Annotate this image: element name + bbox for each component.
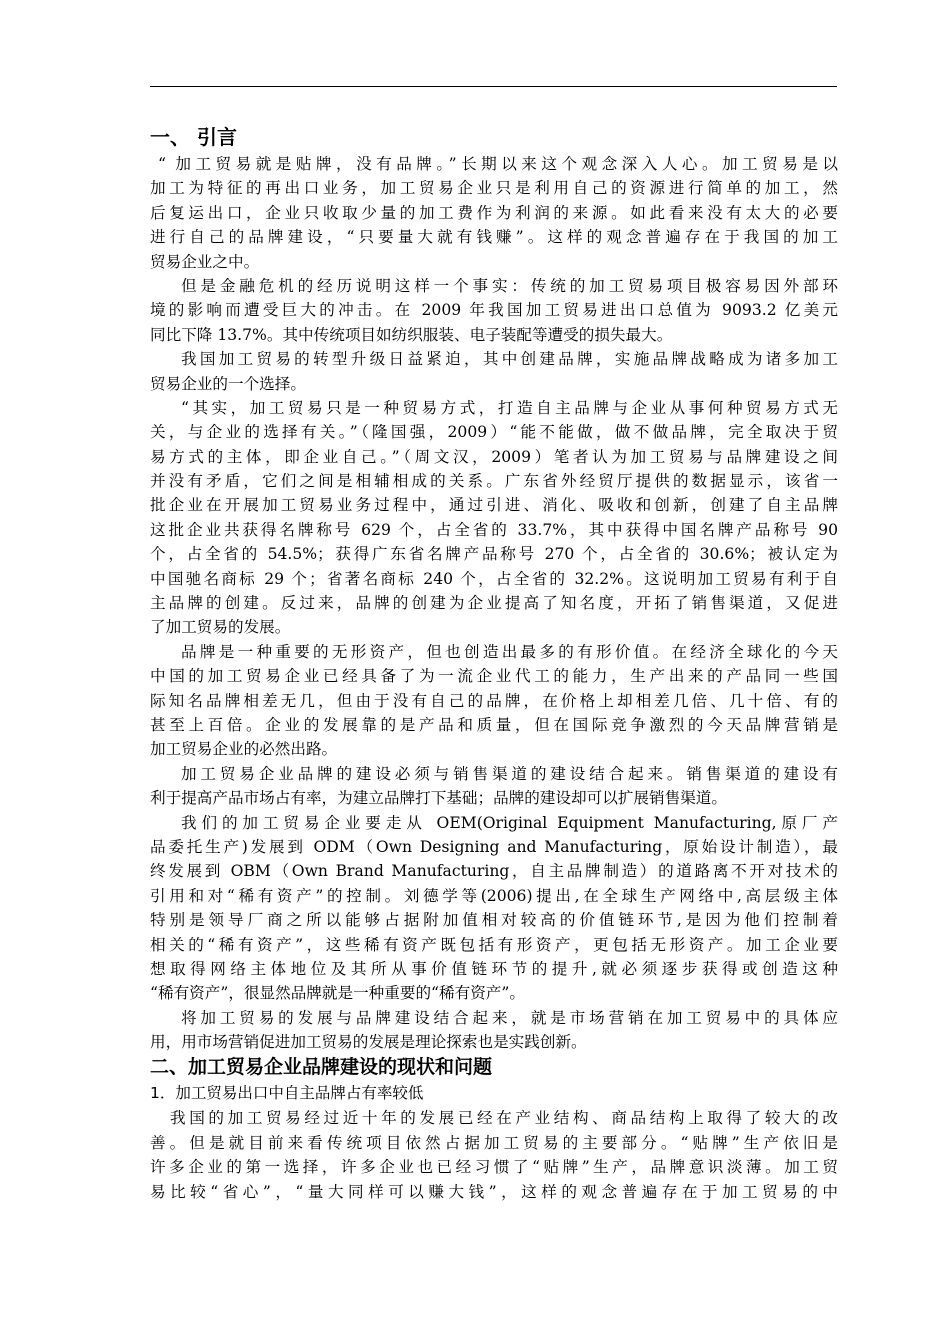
text-line: 加工贸易企业的必然出路。 <box>150 740 338 759</box>
paragraph-1 <box>150 152 838 274</box>
text-line: 加工为特征的再出口业务，加工贸易企业只是利用自己的资源进行简单的加工，然 <box>150 179 838 198</box>
text-line: 加工贸易企业品牌的建设必须与销售渠道的建设结合起来。销售渠道的建设有 <box>181 764 838 783</box>
text-line: 关，与企业的选择有关。”（隆国强，2009）“能不能做，做不做品牌，完全取决于贸 <box>150 423 838 442</box>
text-line: 了加工贸易的发展。 <box>150 618 291 637</box>
text-line: 我国加工贸易的转型升级日益紧迫，其中创建品牌，实施品牌战略成为诸多加工 <box>181 350 838 369</box>
paragraph-9 <box>150 1106 838 1204</box>
text-line: 际知名品牌相差无几，但由于没有自己的品牌，在价格上却相差几倍、几十倍、有的 <box>150 691 838 710</box>
text-line: 贸易企业的一个选择。 <box>150 374 306 393</box>
text-line: 境的影响而遭受巨大的冲击。在 2009 年我国加工贸易进出口总值为 9093.2 亿美元 <box>150 301 838 320</box>
text-line: 中国驰名商标 29 个；省著名商标 240 个，占全省的 32.2%。这说明加工贸易有利于自 <box>150 569 838 588</box>
text-line: 终发展到 OBM（Own Brand Manufacturing，自主品牌制造）的道路离不开对技术的 <box>150 862 838 881</box>
text-line: 进行自己的品牌建设，“只要量大就有钱赚”。这样的观念普遍存在于我国的加工 <box>150 228 838 247</box>
text-line: 用，用市场营销促进加工贸易的发展是理论探索也是实践创新。 <box>150 1033 587 1052</box>
text-line: 这批企业共获得名牌称号 629 个，占全省的 33.7%，其中获得中国名牌产品称号 90 <box>150 520 838 539</box>
text-line: 主品牌的创建。反过来，品牌的创建为企业提高了知名度，开拓了销售渠道，又促进 <box>150 594 838 613</box>
text-line: 易方式的主体，即企业自己。”（周文汉，2009）笔者认为加工贸易与品牌建设之间 <box>150 447 838 466</box>
text-line: 后复运出口，企业只收取少量的加工费作为利润的来源。如此看来没有太大的必要 <box>150 203 838 222</box>
text-line: 易比较“省心”，“量大同样可以赚大钱”，这样的观念普遍存在于加工贸易的中 <box>150 1182 838 1201</box>
text-line: “其实，加工贸易只是一种贸易方式，打造自主品牌与企业从事何种贸易方式无 <box>181 398 838 417</box>
paragraph-6 <box>150 762 838 811</box>
paragraph-4 <box>150 396 838 640</box>
text-line: 但是金融危机的经历说明这样一个事实：传统的加工贸易项目极容易因外部环 <box>181 276 838 295</box>
text-line: 相关的“稀有资产”，这些稀有资产既包括有形资产，更包括无形资产。加工企业要 <box>150 935 838 954</box>
text-line: “ 加工贸易就是贴牌，没有品牌。”长期以来这个观念深入人心。加工贸易是以 <box>158 155 838 173</box>
paragraph-8 <box>150 1006 838 1055</box>
document-body <box>150 122 838 1204</box>
paragraph-2 <box>150 274 838 347</box>
text-line: 许多企业的第一选择，许多企业也已经习惯了“贴牌”生产，品牌意识淡薄。加工贸 <box>150 1158 838 1177</box>
text-line: 贸易企业之中。 <box>150 252 260 271</box>
text-line: “稀有资产”，很显然品牌就是一种重要的“稀有资产”。 <box>150 984 525 1003</box>
text-line: 甚至上百倍。企业的发展靠的是产品和质量，但在国际竞争激烈的今天品牌营销是 <box>150 715 838 734</box>
text-line: 同比下降 13.7%。其中传统项目如纺织服装、电子装配等遭受的损失最大。 <box>150 325 673 344</box>
text-line: 并没有矛盾，它们之间是相辅相成的关系。广东省外经贸厅提供的数据显示，该省一 <box>150 472 838 491</box>
paragraph-3 <box>150 347 838 396</box>
text-line: 我们的加工贸易企业要走从 OEM(Original Equipment Manufacturing,原厂产 <box>181 813 838 832</box>
header-rule <box>150 86 837 87</box>
section-heading-introduction: 一、 引言 <box>150 125 237 149</box>
text-line: 个，占全省的 54.5%；获得广东省名牌产品称号 270 个，占全省的 30.6%；被认定为 <box>150 545 838 564</box>
text-line: 将加工贸易的发展与品牌建设结合起来，就是市场营销在加工贸易中的具体应 <box>181 1008 838 1027</box>
text-line: 引用和对“稀有资产”的控制。刘德学等(2006)提出,在全球生产网络中,高层级主体 <box>150 886 838 905</box>
text-line: 善。但是就目前来看传统项目依然占据加工贸易的主要部分。“贴牌”生产依旧是 <box>150 1133 838 1152</box>
text-line: 中国的加工贸易企业已经具备了为一流企业代工的能力，生产出来的产品同一些国 <box>150 667 838 686</box>
text-line: 品委托生产)发展到 ODM（Own Designing and Manufacturing，原始设计制造），最 <box>150 837 838 856</box>
paragraph-7 <box>150 811 838 1006</box>
text-line: 品牌是一种重要的无形资产，但也创造出最多的有形价值。在经济全球化的今天 <box>181 642 838 661</box>
section-heading-status-and-problems: 二、加工贸易企业品牌建设的现状和问题 <box>150 1056 493 1079</box>
paragraph-5 <box>150 640 838 762</box>
text-line: 我国的加工贸易经过近十年的发展已经在产业结构、商品结构上取得了较大的改 <box>170 1109 838 1128</box>
text-line: 特别是领导厂商之所以能够占据附加值相对较高的价值链环节,是因为他们控制着 <box>150 911 838 930</box>
text-line: 批企业在开展加工贸易业务过程中，通过引进、消化、吸收和创新，创建了自主品牌 <box>150 496 838 515</box>
text-line: 想取得网络主体地位及其所从事价值链环节的提升,就必须逐步获得或创造这种 <box>150 959 838 978</box>
subsection-heading-1: 1．加工贸易出口中自主品牌占有率较低 <box>150 1084 424 1103</box>
text-line: 利于提高产品市场占有率，为建立品牌打下基础；品牌的建设却可以扩展销售渠道。 <box>150 789 727 808</box>
